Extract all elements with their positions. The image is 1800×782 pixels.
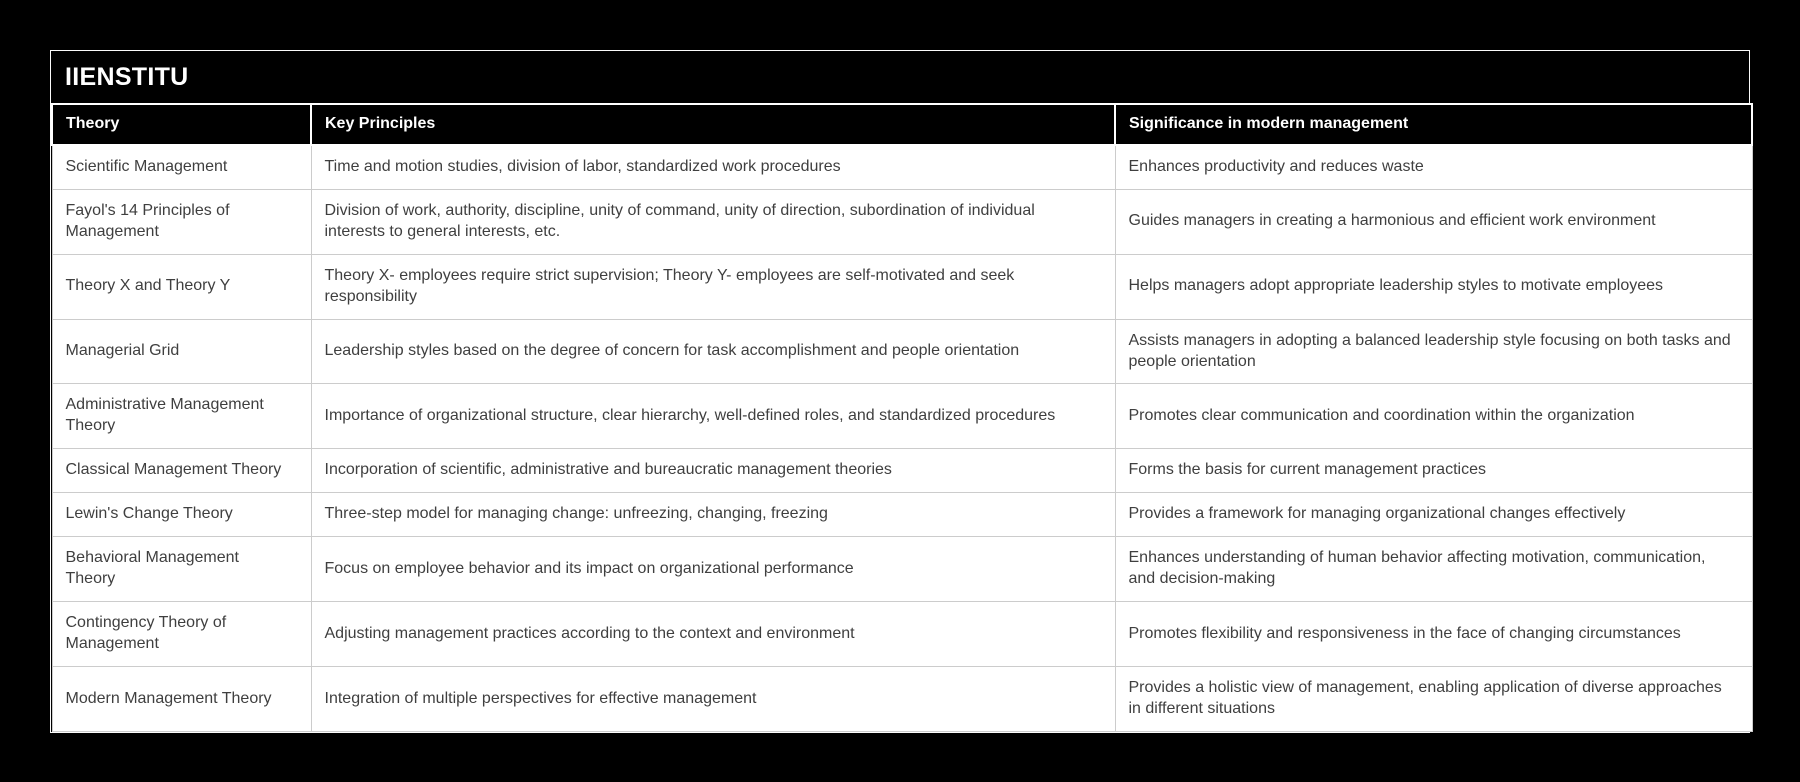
table-row [52,145,1752,189]
table-row [52,254,1752,319]
column-header-significance: Significance in modern management [1115,104,1752,145]
theory-cell: Fayol's 14 Principles of Management [52,189,311,254]
table-row [52,189,1752,254]
theory-cell: Lewin's Change Theory [52,493,311,537]
principles-cell: Adjusting management practices according to the context and environment [311,602,1115,667]
significance-cell: Promotes clear communication and coordination within the organization [1115,384,1752,449]
theory-cell: Classical Management Theory [52,449,311,493]
principles-cell: Leadership styles based on the degree of concern for task accomplishment and people orientation [311,319,1115,384]
table-header [52,104,1752,145]
theory-cell: Modern Management Theory [52,667,311,732]
significance-cell: Guides managers in creating a harmonious and efficient work environment [1115,189,1752,254]
theory-cell: Administrative Management Theory [52,384,311,449]
principles-cell: Incorporation of scientific, administrative and bureaucratic management theories [311,449,1115,493]
principles-cell: Theory X- employees require strict supervision; Theory Y- employees are self-motivated and seek responsibility [311,254,1115,319]
significance-cell: Forms the basis for current management practices [1115,449,1752,493]
table-row [52,384,1752,449]
table-row [52,319,1752,384]
table-row [52,493,1752,537]
theories-table [51,103,1753,732]
column-header-theory: Theory [52,104,311,145]
significance-cell: Assists managers in adopting a balanced leadership style focusing on both tasks and people orientation [1115,319,1752,384]
significance-cell: Promotes flexibility and responsiveness in the face of changing circumstances [1115,602,1752,667]
principles-cell: Importance of organizational structure, clear hierarchy, well-defined roles, and standardized procedures [311,384,1115,449]
brand-title: IIENSTITU [65,63,189,91]
theory-cell: Behavioral Management Theory [52,537,311,602]
table-body [52,145,1752,732]
header-row [52,104,1752,145]
column-header-key-principles: Key Principles [311,104,1115,145]
principles-cell: Integration of multiple perspectives for effective management [311,667,1115,732]
theory-cell: Contingency Theory of Management [52,602,311,667]
principles-cell: Time and motion studies, division of labor, standardized work procedures [311,145,1115,189]
table-row [52,537,1752,602]
table-row [52,667,1752,732]
theory-cell: Theory X and Theory Y [52,254,311,319]
significance-cell: Provides a framework for managing organizational changes effectively [1115,493,1752,537]
theory-cell: Managerial Grid [52,319,311,384]
theories-card [50,50,1750,733]
significance-cell: Helps managers adopt appropriate leadership styles to motivate employees [1115,254,1752,319]
table-row [52,449,1752,493]
principles-cell: Focus on employee behavior and its impact on organizational performance [311,537,1115,602]
significance-cell: Enhances productivity and reduces waste [1115,145,1752,189]
principles-cell: Three-step model for managing change: unfreezing, changing, freezing [311,493,1115,537]
significance-cell: Provides a holistic view of management, enabling application of diverse approaches in different situations [1115,667,1752,732]
theory-cell: Scientific Management [52,145,311,189]
table-row [52,602,1752,667]
principles-cell: Division of work, authority, discipline, unity of command, unity of direction, subordination of individual interests to general interests, etc. [311,189,1115,254]
significance-cell: Enhances understanding of human behavior affecting motivation, communication, and decision-making [1115,537,1752,602]
